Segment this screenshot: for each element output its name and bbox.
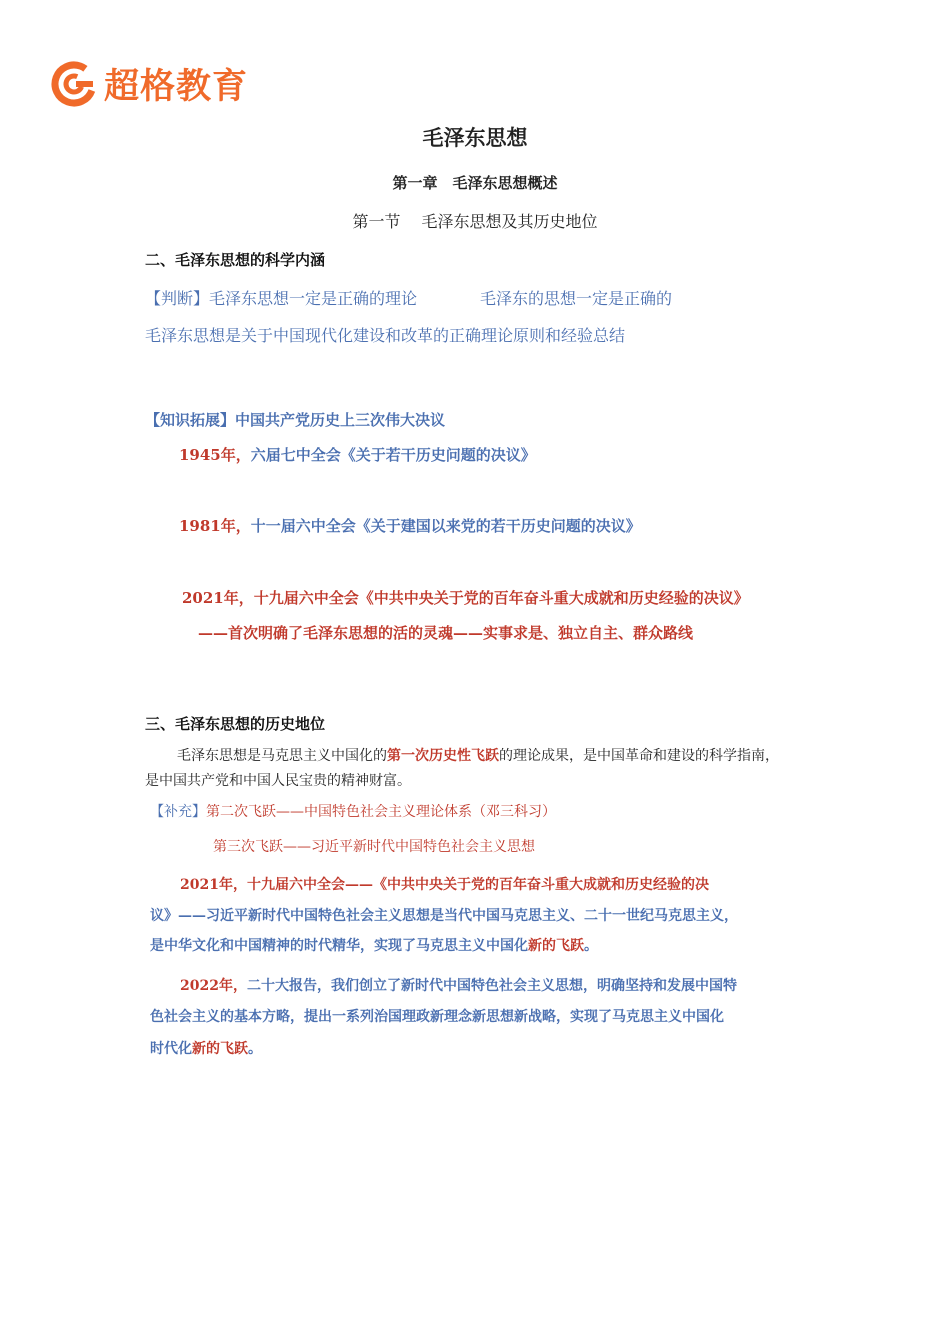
p2022-text1: 二十大报告，我们创立了新时代中国特色社会主义思想，明确坚持和发展中国特: [246, 978, 737, 994]
judge-statement-2: 毛泽东的思想一定是正确的: [480, 289, 673, 308]
correct-statement: 毛泽东思想是关于中国现代化建设和改革的正确理论原则和经验总结: [145, 326, 626, 345]
p2021-line2: 议》——习近平新时代中国特色社会主义思想是当代中国马克思主义、二十一世纪马克思主义，: [150, 908, 738, 924]
status-text-b: 的理论成果，是中国革命和建设的科学指南，: [499, 748, 779, 764]
part2-heading: 二、毛泽东思想的科学内涵: [145, 251, 326, 269]
knowledge-title: 中国共产党历史上三次伟大决议: [235, 411, 446, 429]
p2022-line1: [180, 975, 737, 995]
logo-text: 超格教育: [104, 67, 249, 107]
p2021-line1: [180, 874, 709, 894]
knowledge-line: [145, 409, 445, 430]
section-heading: 第一节 毛泽东思想及其历史地位: [352, 212, 598, 231]
resolution-1981-body: 十一届六中全会《关于建国以来党的若干历史问题的决议》: [250, 517, 641, 535]
third-leap: 第三次飞跃——习近平新时代中国特色社会主义思想: [213, 839, 535, 855]
p2022-line3: [150, 1038, 262, 1058]
resolution-1945-year: 1945年，: [179, 446, 251, 464]
part3-heading: 三、毛泽东思想的历史地位: [145, 715, 326, 733]
judge-statement-1: 毛泽东思想一定是正确的理论: [209, 289, 418, 308]
p2022-year: 2022年，: [180, 978, 247, 994]
second-leap: 第二次飞跃——中国特色社会主义理论体系（邓三科习）: [206, 804, 556, 820]
p2022-text3: 时代化: [150, 1041, 192, 1057]
supplement-tag: 【补充】: [150, 804, 206, 820]
p2022-line2: 色社会主义的基本方略，提出一系列治国理政新理念新思想新战略，实现了马克思主义中国化: [150, 1009, 724, 1025]
resolution-2021-note: ——首次明确了毛泽东思想的活的灵魂——实事求是、独立自主、群众路线: [198, 624, 694, 642]
p2021-new-leap: 新的飞跃: [528, 938, 584, 954]
brand-logo: [50, 60, 248, 108]
p2022-new-leap: 新的飞跃: [192, 1041, 248, 1057]
p2021-text3: 是中华文化和中国精神的时代精华，实现了马克思主义中国化: [150, 938, 528, 954]
p2022-period: 。: [248, 1041, 262, 1057]
p2021-year: 2021年，: [180, 877, 247, 893]
status-paragraph-line2: 是中国共产党和中国人民宝贵的精神财富。: [145, 773, 411, 789]
judge-line: [145, 286, 417, 309]
knowledge-tag: 【知识拓展】: [145, 411, 236, 429]
resolution-1945: [179, 444, 536, 465]
resolution-1945-body: 六届七中全会《关于若干历史问题的决议》: [250, 446, 536, 464]
p2021-line3: [150, 935, 598, 955]
resolution-1981: [179, 515, 641, 536]
resolution-1981-year: 1981年，: [179, 517, 251, 535]
p2021-text1: 十九届六中全会——《中共中央关于党的百年奋斗重大成就和历史经验的决: [246, 877, 709, 893]
g-logo-icon: [50, 60, 98, 108]
resolution-2021: [182, 587, 749, 608]
resolution-2021-year: 2021年，: [182, 589, 254, 607]
page-title: 毛泽东思想: [422, 125, 528, 150]
p2021-period: 。: [584, 938, 598, 954]
supplement-line1: [150, 801, 556, 821]
judge-tag: 【判断】: [145, 289, 210, 308]
status-paragraph-line1: [177, 745, 779, 765]
resolution-2021-body: 十九届六中全会《中共中央关于党的百年奋斗重大成就和历史经验的决议》: [253, 589, 749, 607]
first-leap-highlight: 第一次历史性飞跃: [387, 748, 499, 764]
status-text-a: 毛泽东思想是马克思主义中国化的: [177, 748, 387, 764]
chapter-heading: 第一章 毛泽东思想概述: [392, 174, 558, 192]
